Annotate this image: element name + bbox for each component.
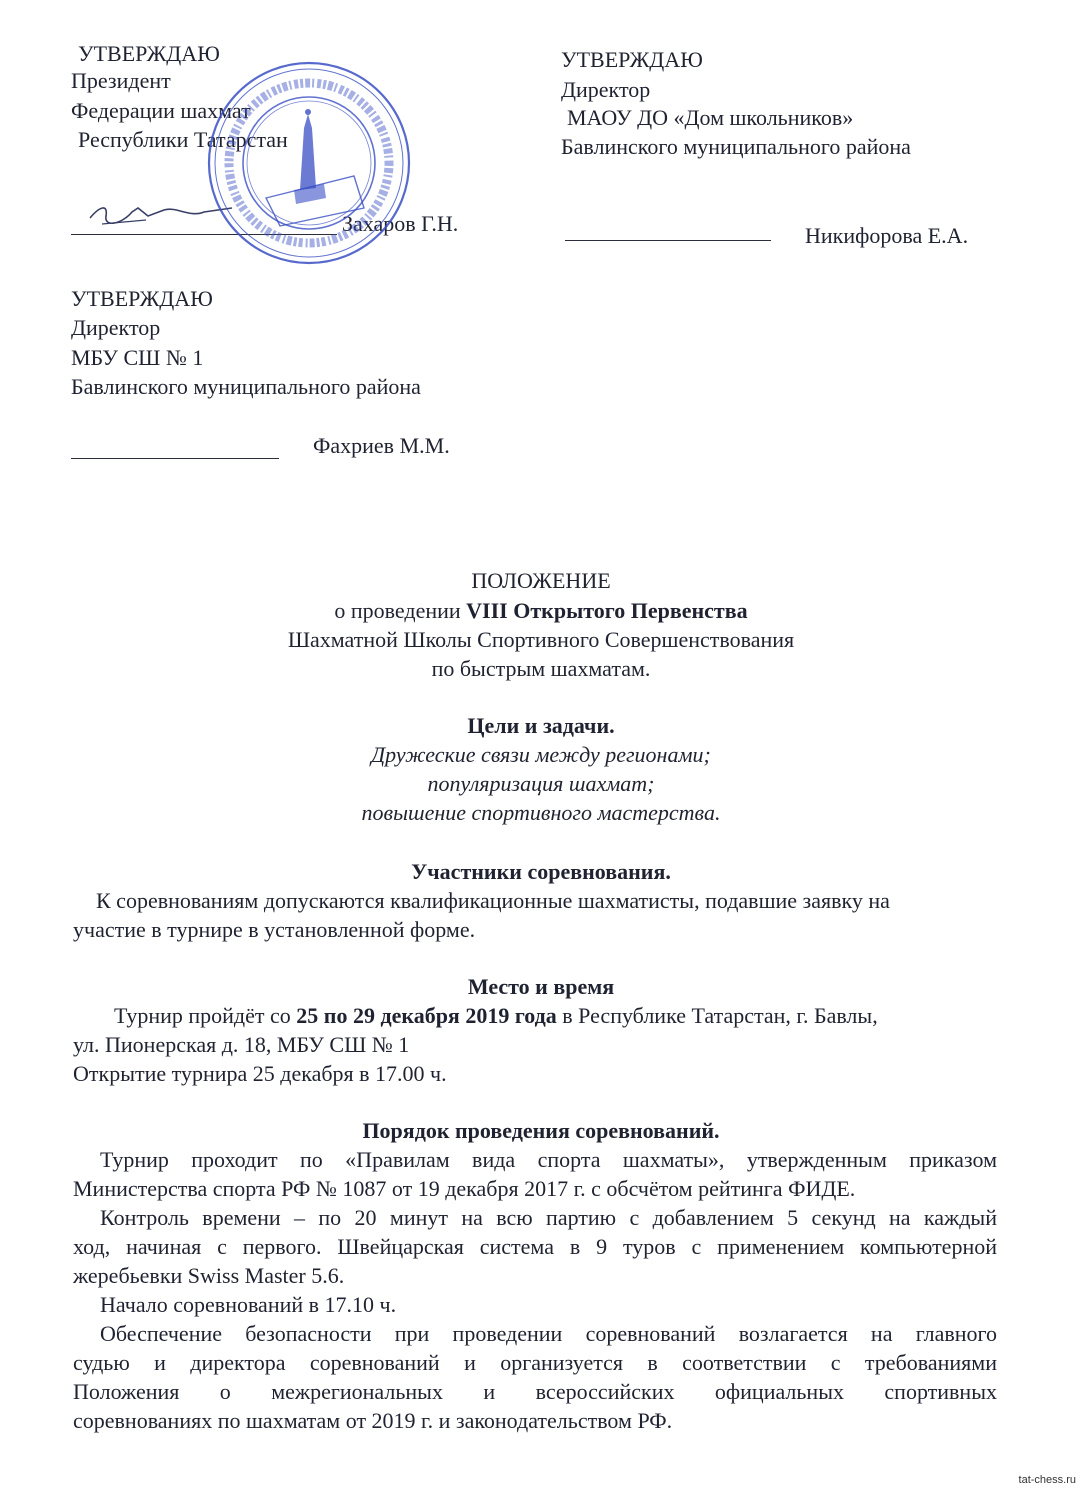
signature-line: [565, 240, 771, 241]
approval-region: Бавлинского муниципального района: [561, 134, 911, 159]
paragraph-line: ул. Пионерская д. 18, МБУ СШ № 1: [73, 1032, 410, 1057]
approval-organization: МБУ СШ № 1: [71, 345, 204, 370]
approval-region: Республики Татарстан: [78, 127, 288, 152]
section-heading: Порядок проведения соревнований.: [362, 1118, 720, 1143]
paragraph-rules: [73, 1147, 997, 1201]
approval-organization: Федерации шахмат: [71, 98, 251, 123]
paragraph-line: Контроль времени – по 20 минут на всю партию с добавлением 5 секунд на каждый: [100, 1205, 997, 1230]
title-line-2: [0, 598, 1082, 623]
site-watermark: tat-chess.ru: [1018, 1474, 1076, 1486]
signatory-name: Захаров Г.Н.: [342, 211, 459, 236]
event-dates: 25 по 29 декабря 2019 года: [296, 1003, 557, 1028]
signatory-name: Никифорова Е.А.: [805, 223, 969, 248]
section-heading: Участники соревнования.: [411, 859, 671, 884]
section-heading: Цели и задачи.: [467, 713, 615, 738]
signature-line: [71, 458, 279, 459]
paragraph-line: Положения о межрегиональных и всероссийских официальных спортивных: [73, 1379, 997, 1404]
approval-heading: УТВЕРЖДАЮ: [561, 47, 703, 72]
official-seal: [204, 58, 414, 268]
section-heading: Место и время: [467, 974, 615, 999]
approval-position: Директор: [561, 77, 651, 102]
title-prefix: о проведении: [334, 598, 467, 623]
text-fragment: Турнир пройдёт со: [114, 1003, 297, 1028]
paragraph-line: К соревнованиям допускаются квалификационные шахматисты, подавшие заявку на: [96, 888, 890, 913]
paragraph-line: ход, начиная с первого. Швейцарская система в 9 туров с применением компьютерной: [73, 1234, 997, 1259]
title-event: VIII Открытого Первенства: [466, 598, 748, 623]
approval-heading: УТВЕРЖДАЮ: [78, 41, 220, 66]
paragraph-safety: [73, 1321, 997, 1433]
goal-item: повышение спортивного мастерства.: [361, 800, 721, 825]
paragraph-line: Министерства спорта РФ № 1087 от 19 декабря 2017 г. с обсчётом рейтинга ФИДЕ.: [73, 1176, 856, 1201]
paragraph-line: Обеспечение безопасности при проведении соревнований возлагается на главного: [100, 1321, 997, 1346]
text-fragment: в Республике Татарстан, г. Бавлы,: [556, 1003, 878, 1028]
title-line-1: ПОЛОЖЕНИЕ: [471, 568, 611, 593]
paragraph-time-control: [73, 1205, 997, 1288]
paragraph-line: соревнованиях по шахматам от 2019 г. и законодательством РФ.: [73, 1408, 673, 1433]
paragraph-line: судью и директора соревнований и организуется в соответствии с требованиями: [73, 1350, 997, 1375]
paragraph-line: жеребьевки Swiss Master 5.6.: [73, 1263, 345, 1288]
paragraph-start-time: Начало соревнований в 17.10 ч.: [100, 1292, 397, 1317]
approval-organization: МАОУ ДО «Дом школьников»: [567, 105, 854, 130]
approval-heading: УТВЕРЖДАЮ: [71, 286, 213, 311]
paragraph-line: [114, 1003, 878, 1028]
approval-position: Директор: [71, 315, 161, 340]
approval-position: Президент: [71, 68, 171, 93]
paragraph-line: Турнир проходит по «Правилам вида спорта шахматы», утвержденным приказом: [100, 1147, 997, 1172]
approval-region: Бавлинского муниципального района: [71, 374, 421, 399]
goal-item: популяризация шахмат;: [427, 771, 655, 796]
paragraph-line: Открытие турнира 25 декабря в 17.00 ч.: [73, 1061, 447, 1086]
paragraph-line: участие в турнире в установленной форме.: [73, 917, 476, 942]
signatory-name: Фахриев М.М.: [313, 433, 450, 458]
title-line-3: Шахматной Школы Спортивного Совершенствования: [287, 627, 795, 652]
goal-item: Дружеские связи между регионами;: [371, 742, 711, 767]
title-line-4: по быстрым шахматам.: [431, 656, 651, 681]
